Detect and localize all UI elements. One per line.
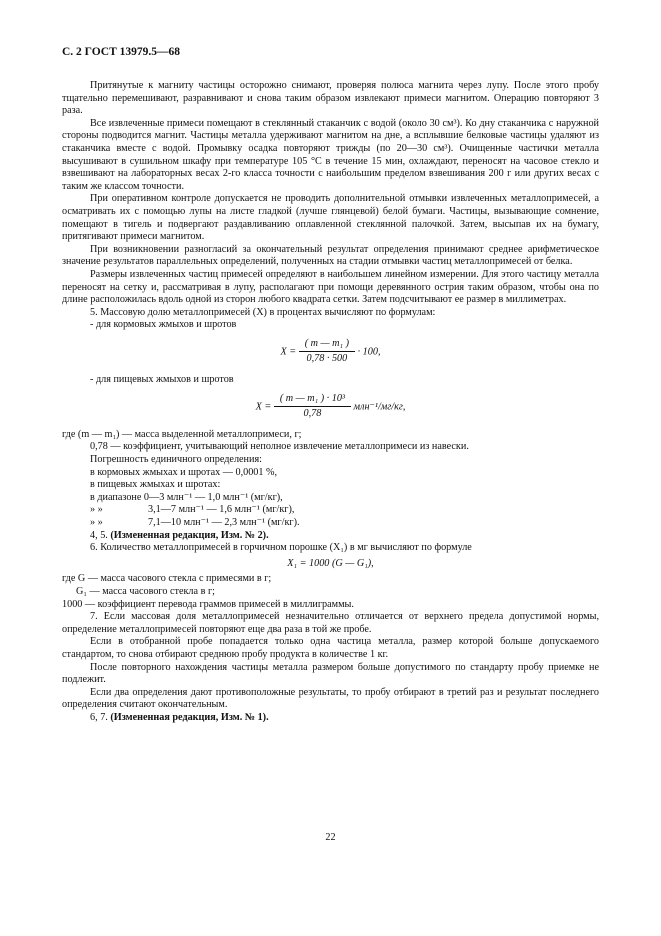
text-line — [62, 504, 599, 517]
fraction-denominator: 0,78 — [303, 408, 322, 420]
definition: 0,78 — коэффициент, учитывающий неполное извлечение металлопримеси из навески. — [90, 441, 469, 453]
ditto-mark: » » — [90, 517, 103, 528]
text-line: Погрешность единичного определения: — [90, 454, 262, 466]
revision-note — [62, 530, 599, 543]
formula-lhs: X = — [280, 346, 297, 358]
formula-food — [62, 393, 599, 421]
formula-lhs: X = — [255, 401, 272, 413]
range-text: 3,1—7 млн⁻¹ — 1,6 млн⁻¹ (мг/кг), — [148, 504, 295, 516]
paragraph: Размеры извлеченных частиц примесей определяют в наибольшем линейном измерении. Для этого частицу металла переносят на сетку и, рассматривая в лупу, располагают при помощи деревянного острия таким образом, чтобы она по длине расположилась вдоль одной из сторон любого квадрата сетки. Затем подсчитывают ее размер в миллиметрах. — [62, 268, 599, 306]
formula-rhs: млн⁻¹/мг/кг, — [353, 401, 406, 413]
fraction — [299, 338, 355, 366]
revision-note — [62, 712, 599, 725]
fraction — [274, 393, 351, 421]
paragraph: 7. Если массовая доля металлопримесей незначительно отличается от верхнего предела допустимой нормы, определение металлопримесей повторяют еще два раза в той же пробе. — [62, 611, 599, 635]
clause-ref: 4, 5. — [90, 529, 108, 541]
range-text: 7,1—10 млн⁻¹ — 2,3 млн⁻¹ (мг/кг). — [148, 517, 300, 528]
fraction-numerator: ( m — m₁ ) · 10³ — [274, 393, 351, 408]
clause-ref: 6, 7. — [90, 711, 108, 723]
formula-mustard: X₁ = 1000 (G — G₁), — [287, 557, 374, 569]
paragraph: 5. Массовую долю металлопримесей (X) в процентах вычисляют по формулам: — [90, 306, 436, 318]
ditto-mark: » » — [90, 504, 103, 516]
page-content — [62, 80, 599, 725]
page-header: С. 2 ГОСТ 13979.5—68 — [62, 46, 181, 58]
text-line — [62, 517, 599, 530]
paragraph: При возникновении разногласий за окончательный результат определения принимают среднее арифметическое значение результатов параллельных определений, полученных на стадии отмывки частиц металлопримесей от белка. — [62, 243, 599, 268]
paragraph: При оперативном контроле допускается не проводить дополнительной отмывки извлеченных металлопримесей, а осматривать их с помощью лупы на листе гладкой (лучше глянцевой) белой бумаги. Частицы, вызывающие сомнение, помещают в тигель и подвергают раздавливанию оплавленной стеклянной палочкой. Затем, высыпав их на бумагу, притягивают примеси магнитом. — [62, 193, 599, 243]
definition: где (m — m₁) — масса выделенной металлопримеси, г; — [62, 428, 302, 440]
definition: где G — масса часового стекла с примесями в г; — [62, 573, 272, 585]
fraction-numerator: ( m — m₁ ) — [299, 338, 355, 353]
paragraph: Если два определения дают противоположные результаты, то пробу отбирают в третий раз и результат последнего определения считают окончательным. — [62, 686, 599, 711]
revision-text: (Измененная редакция, Изм. № 2). — [110, 529, 269, 541]
list-item: - для пищевых жмыхов и шротов — [90, 374, 234, 386]
formula-feed — [62, 338, 599, 366]
text-line: в диапазоне 0—3 млн⁻¹ — 1,0 млн⁻¹ (мг/кг), — [90, 491, 283, 503]
fraction-denominator: 0,78 · 500 — [306, 353, 348, 365]
definition: 1000 — коэффициент перевода граммов примесей в миллиграммы. — [62, 598, 354, 610]
page-number: 22 — [325, 832, 336, 843]
revision-text: (Измененная редакция, Изм. № 1). — [110, 711, 269, 723]
text-line: в пищевых жмыхах и шротах: — [90, 479, 221, 491]
paragraph: Все извлеченные примеси помещают в стеклянный стаканчик с водой (около 30 см³). Ко дну стаканчика с наружной стороны подводится магнит. Частицы металла удерживают магнитом на дне, а всплывшие белковые частицы удаляют из стаканчика вместе с водой. Промывку осадка повторяют трижды (по 20—30 см³). Очищенные частички металла высушивают в сушильном шкафу при температуре 105 °С в течение 15 мин, охлаждают, переносят на часовое стекло и взвешивают на лабораторных весах 2-го класса точности с наибольшим пределом взвешивания 200 г или других весах с таким же классом точности. — [62, 117, 599, 192]
list-item: - для кормовых жмыхов и шротов — [90, 319, 237, 331]
text-line: в кормовых жмыхах и шротах — 0,0001 %, — [90, 466, 278, 478]
paragraph: После повторного нахождения частицы металла размером больше допустимого по стандарту пробу приемке не подлежит. — [62, 661, 599, 686]
paragraph: Если в отобранной пробе попадается только одна частица металла, размер которой больше допускаемого стандартом, то снова отбирают среднюю пробу продукта в количестве 1 кг. — [62, 636, 599, 660]
definition: G₁ — масса часового стекла в г; — [76, 585, 215, 597]
formula-rhs: · 100, — [357, 346, 381, 358]
paragraph: Притянутые к магниту частицы осторожно снимают, проверяя полюса магнита через лупу. После этого пробу тщательно перемешивают, разравнивают и снова таким образом извлекают примеси магнитом. Операцию повторяют 3 раза. — [62, 80, 599, 117]
paragraph: 6. Количество металлопримесей в горчичном порошке (X₁) в мг вычисляют по формуле — [90, 542, 472, 554]
